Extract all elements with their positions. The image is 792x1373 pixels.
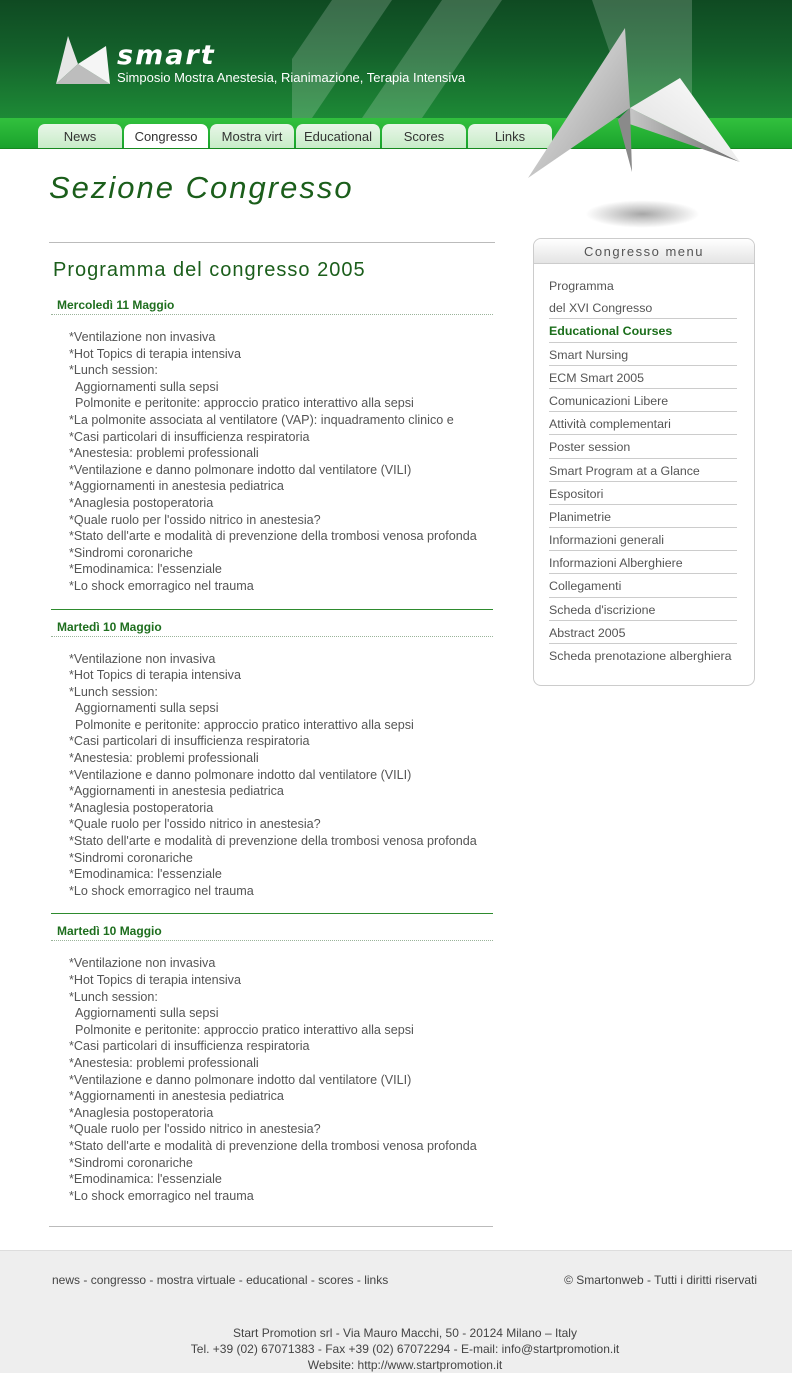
- program-item: Polmonite e peritonite: approccio pratico interattivo alla sepsi: [75, 717, 414, 732]
- menu-item[interactable]: del XVI Congresso: [549, 296, 737, 319]
- program-item: *Stato dell'arte e modalità di prevenzione della trombosi venosa profonda: [69, 1138, 477, 1153]
- program-item: *Quale ruolo per l'ossido nitrico in anestesia?: [69, 817, 321, 832]
- footer: [0, 1250, 792, 1373]
- nav-tab-educational[interactable]: Educational: [296, 124, 380, 148]
- menu-item[interactable]: Comunicazioni Libere: [549, 389, 737, 412]
- day-title: Mercoledì 11 Maggio: [51, 294, 493, 315]
- program-item: *Hot Topics di terapia intensiva: [69, 973, 241, 987]
- menu-item[interactable]: Informazioni Alberghiere: [549, 551, 737, 574]
- address-line: Tel. +39 (02) 67071383 - Fax +39 (02) 67072294 - E-mail: info@startpromotion.it: [190, 1342, 620, 1356]
- program-item: *Hot Topics di terapia intensiva: [69, 668, 241, 683]
- address-line: Website: http://www.startpromotion.it: [307, 1358, 503, 1372]
- footer-link[interactable]: congresso: [90, 1273, 147, 1287]
- program-item: *Aggiornamenti in anestesia pediatrica: [69, 784, 284, 799]
- program-item: *Lo shock emorragico nel trauma: [69, 578, 254, 593]
- footer-separator: -: [235, 1273, 247, 1287]
- program-item: *La polmonite associata al ventilatore (VAP): inquadramento clinico e: [69, 412, 454, 427]
- program-item: *Casi particolari di insufficienza respiratoria: [69, 1039, 310, 1054]
- menu-item[interactable]: Programma: [549, 279, 614, 293]
- program-item: *Sindromi coronariche: [69, 850, 193, 865]
- program-item: Polmonite e peritonite: approccio pratico interattivo alla sepsi: [75, 396, 414, 411]
- plane-shadow: [585, 200, 700, 228]
- program-item: *Emodinamica: l'essenziale: [69, 562, 222, 577]
- nav-tab-mostra-virt[interactable]: Mostra virt: [210, 124, 294, 148]
- nav-tab-congresso[interactable]: Congresso: [124, 124, 208, 148]
- program-item: *Anaglesia postoperatoria: [69, 1105, 214, 1120]
- menu-item[interactable]: Attività complementari: [549, 412, 737, 435]
- program-day: [51, 913, 493, 1204]
- menu-item[interactable]: Scheda d'iscrizione: [549, 598, 737, 621]
- program-item: *Lo shock emorragico nel trauma: [69, 1188, 254, 1203]
- program-item: Polmonite e peritonite: approccio pratico interattivo alla sepsi: [75, 1022, 414, 1037]
- main-content: [49, 242, 495, 1204]
- day-title: Martedì 10 Maggio: [51, 920, 493, 941]
- program-item: *Sindromi coronariche: [69, 1155, 193, 1170]
- program-item: *Ventilazione e danno polmonare indotto dal ventilatore (VILI): [69, 462, 412, 477]
- nav-tab-news[interactable]: News: [38, 124, 122, 148]
- program-days: [49, 294, 495, 1204]
- menu-item[interactable]: Collegamenti: [549, 574, 737, 597]
- program-item: *Ventilazione non invasiva: [69, 330, 216, 344]
- program-item: *Ventilazione e danno polmonare indotto dal ventilatore (VILI): [69, 767, 412, 782]
- footer-separator: -: [353, 1273, 365, 1287]
- menu-item[interactable]: Smart Program at a Glance: [549, 459, 737, 482]
- nav-tab-scores[interactable]: Scores: [382, 124, 466, 148]
- program-item: *Lo shock emorragico nel trauma: [69, 883, 254, 898]
- menu-item[interactable]: Abstract 2005: [549, 621, 737, 644]
- logo-text: smart: [117, 40, 216, 71]
- program-item: *Ventilazione non invasiva: [69, 956, 216, 971]
- program-item: *Aggiornamenti in anestesia pediatrica: [69, 479, 284, 494]
- congress-menu: [533, 238, 755, 686]
- program-item: *Ventilazione e danno polmonare indotto dal ventilatore (VILI): [69, 1072, 412, 1087]
- program-item: *Anestesia: problemi professionali: [69, 446, 259, 461]
- program-item: *Lunch session:: [69, 989, 158, 1004]
- logo-plane-icon: [54, 34, 112, 88]
- program-item: *Quale ruolo per l'ossido nitrico in anestesia?: [69, 1122, 321, 1137]
- program-item: Aggiornamenti sulla sepsi: [75, 379, 219, 394]
- program-item: *Casi particolari di insufficienza respiratoria: [69, 429, 310, 444]
- content-divider: [49, 1226, 493, 1227]
- program-item: *Stato dell'arte e modalità di prevenzione della trombosi venosa profonda: [69, 834, 477, 849]
- program-item: *Ventilazione non invasiva: [69, 651, 216, 666]
- program-day: [51, 294, 493, 595]
- program-item: *Anestesia: problemi professionali: [69, 1055, 259, 1070]
- program-item: Aggiornamenti sulla sepsi: [75, 701, 219, 716]
- program-item: *Emodinamica: l'essenziale: [69, 1172, 222, 1187]
- footer-link[interactable]: educational: [246, 1273, 308, 1287]
- program-item: *Lunch session:: [69, 684, 158, 699]
- footer-nav: [52, 1273, 388, 1287]
- footer-link[interactable]: mostra virtuale: [156, 1273, 236, 1287]
- congress-menu-title: Congresso menu: [534, 239, 754, 264]
- program-item: *Hot Topics di terapia intensiva: [69, 346, 241, 361]
- footer-link[interactable]: news: [52, 1273, 81, 1287]
- copyright: © Smartonweb - Tutti i diritti riservati: [564, 1273, 757, 1287]
- address-line: Start Promotion srl - Via Mauro Macchi, 50 - 20124 Milano – Italy: [233, 1326, 577, 1340]
- plane-logo-icon: [520, 20, 745, 185]
- program-item: *Anestesia: problemi professionali: [69, 751, 259, 766]
- program-item: *Casi particolari di insufficienza respiratoria: [69, 734, 310, 749]
- program-item: *Quale ruolo per l'ossido nitrico in anestesia?: [69, 512, 321, 527]
- footer-separator: -: [146, 1273, 157, 1287]
- page-heading: Programma del congresso 2005: [53, 259, 366, 281]
- footer-link[interactable]: scores: [318, 1273, 354, 1287]
- footer-link[interactable]: links: [364, 1273, 389, 1287]
- program-day: [51, 609, 493, 900]
- footer-address: [0, 1325, 792, 1373]
- section-title: Sezione Congresso: [49, 170, 354, 205]
- program-item: *Anaglesia postoperatoria: [69, 800, 214, 815]
- menu-item[interactable]: Informazioni generali: [549, 528, 737, 551]
- day-title: Martedì 10 Maggio: [51, 616, 493, 637]
- congress-menu-list: [534, 264, 754, 666]
- menu-item[interactable]: ECM Smart 2005: [549, 366, 737, 389]
- program-item: *Stato dell'arte e modalità di prevenzione della trombosi venosa profonda: [69, 529, 477, 544]
- menu-item[interactable]: Educational Courses: [549, 319, 737, 342]
- program-item: *Lunch session:: [69, 363, 158, 378]
- menu-item[interactable]: Espositori: [549, 482, 737, 505]
- program-item: *Anaglesia postoperatoria: [69, 495, 214, 510]
- program-item: *Aggiornamenti in anestesia pediatrica: [69, 1089, 284, 1104]
- footer-separator: -: [80, 1273, 91, 1287]
- menu-item[interactable]: Smart Nursing: [549, 343, 737, 366]
- nav-tab-links[interactable]: Links: [468, 124, 552, 148]
- program-item: *Emodinamica: l'essenziale: [69, 867, 222, 882]
- menu-item[interactable]: Planimetrie: [549, 505, 737, 528]
- menu-item[interactable]: Scheda prenotazione alberghiera: [549, 649, 732, 663]
- menu-item[interactable]: Poster session: [549, 435, 737, 458]
- program-item: *Sindromi coronariche: [69, 545, 193, 560]
- footer-separator: -: [307, 1273, 319, 1287]
- program-item: Aggiornamenti sulla sepsi: [75, 1006, 219, 1021]
- tagline: Simposio Mostra Anestesia, Rianimazione, Terapia Intensiva: [117, 70, 466, 85]
